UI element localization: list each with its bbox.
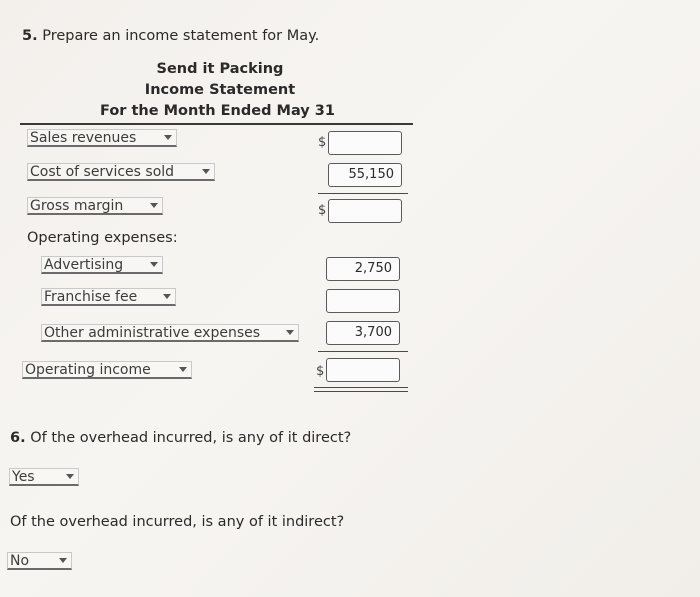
franchise-fee-input[interactable]: [326, 289, 400, 313]
cost-of-services-input[interactable]: 55,150: [328, 163, 402, 187]
chevron-down-icon: [202, 169, 210, 174]
subtotal-line: [318, 351, 408, 352]
other-admin-expenses-input[interactable]: 3,700: [326, 321, 400, 345]
question-5: [22, 28, 319, 44]
dollar-sign: $: [316, 364, 325, 379]
question-5-number: 5.: [22, 28, 38, 44]
chevron-down-icon: [59, 558, 67, 563]
advertising-input[interactable]: 2,750: [326, 257, 400, 281]
sales-revenues-input[interactable]: [328, 131, 402, 155]
cost-of-services-label: Cost of services sold: [30, 164, 175, 180]
question-6: [10, 430, 351, 446]
chevron-down-icon: [286, 330, 294, 335]
operating-expenses-heading: Operating expenses:: [27, 230, 178, 246]
indirect-overhead-answer: No: [10, 553, 30, 569]
chevron-down-icon: [163, 294, 171, 299]
gross-margin-input[interactable]: [328, 199, 402, 223]
question-5-text: Prepare an income statement for May.: [42, 28, 320, 44]
advertising-label: Advertising: [44, 257, 124, 273]
double-underline-bottom: [314, 391, 408, 392]
chevron-down-icon: [150, 203, 158, 208]
question-6-text: Of the overhead incurred, is any of it direct?: [30, 430, 352, 446]
other-admin-expenses-dropdown[interactable]: [41, 324, 299, 342]
sales-revenues-dropdown[interactable]: [27, 129, 177, 147]
indirect-overhead-dropdown[interactable]: [7, 552, 72, 570]
header-rule: [20, 123, 413, 125]
other-admin-expenses-label: Other administrative expenses: [44, 325, 261, 341]
chevron-down-icon: [179, 367, 187, 372]
operating-income-dropdown[interactable]: [22, 361, 192, 379]
franchise-fee-label: Franchise fee: [44, 289, 138, 305]
statement-title: Income Statement: [144, 82, 296, 98]
chevron-down-icon: [66, 474, 74, 479]
double-underline-top: [314, 387, 408, 388]
operating-income-input[interactable]: [326, 358, 400, 382]
dollar-sign: $: [318, 135, 327, 150]
cost-of-services-dropdown[interactable]: [27, 163, 215, 181]
direct-overhead-dropdown[interactable]: [9, 468, 79, 486]
question-6-part-2: Of the overhead incurred, is any of it indirect?: [10, 514, 345, 530]
franchise-fee-dropdown[interactable]: [41, 288, 176, 306]
dollar-sign: $: [318, 203, 327, 218]
advertising-dropdown[interactable]: [41, 256, 163, 274]
gross-margin-label: Gross margin: [30, 198, 124, 214]
direct-overhead-answer: Yes: [12, 469, 35, 485]
statement-period: For the Month Ended May 31: [100, 103, 335, 119]
chevron-down-icon: [164, 135, 172, 140]
operating-income-label: Operating income: [25, 362, 151, 378]
question-6-number: 6.: [10, 430, 26, 446]
chevron-down-icon: [150, 262, 158, 267]
gross-margin-dropdown[interactable]: [27, 197, 163, 215]
sales-revenues-label: Sales revenues: [30, 130, 137, 146]
subtotal-line: [318, 193, 408, 194]
company-name: Send it Packing: [156, 61, 284, 77]
